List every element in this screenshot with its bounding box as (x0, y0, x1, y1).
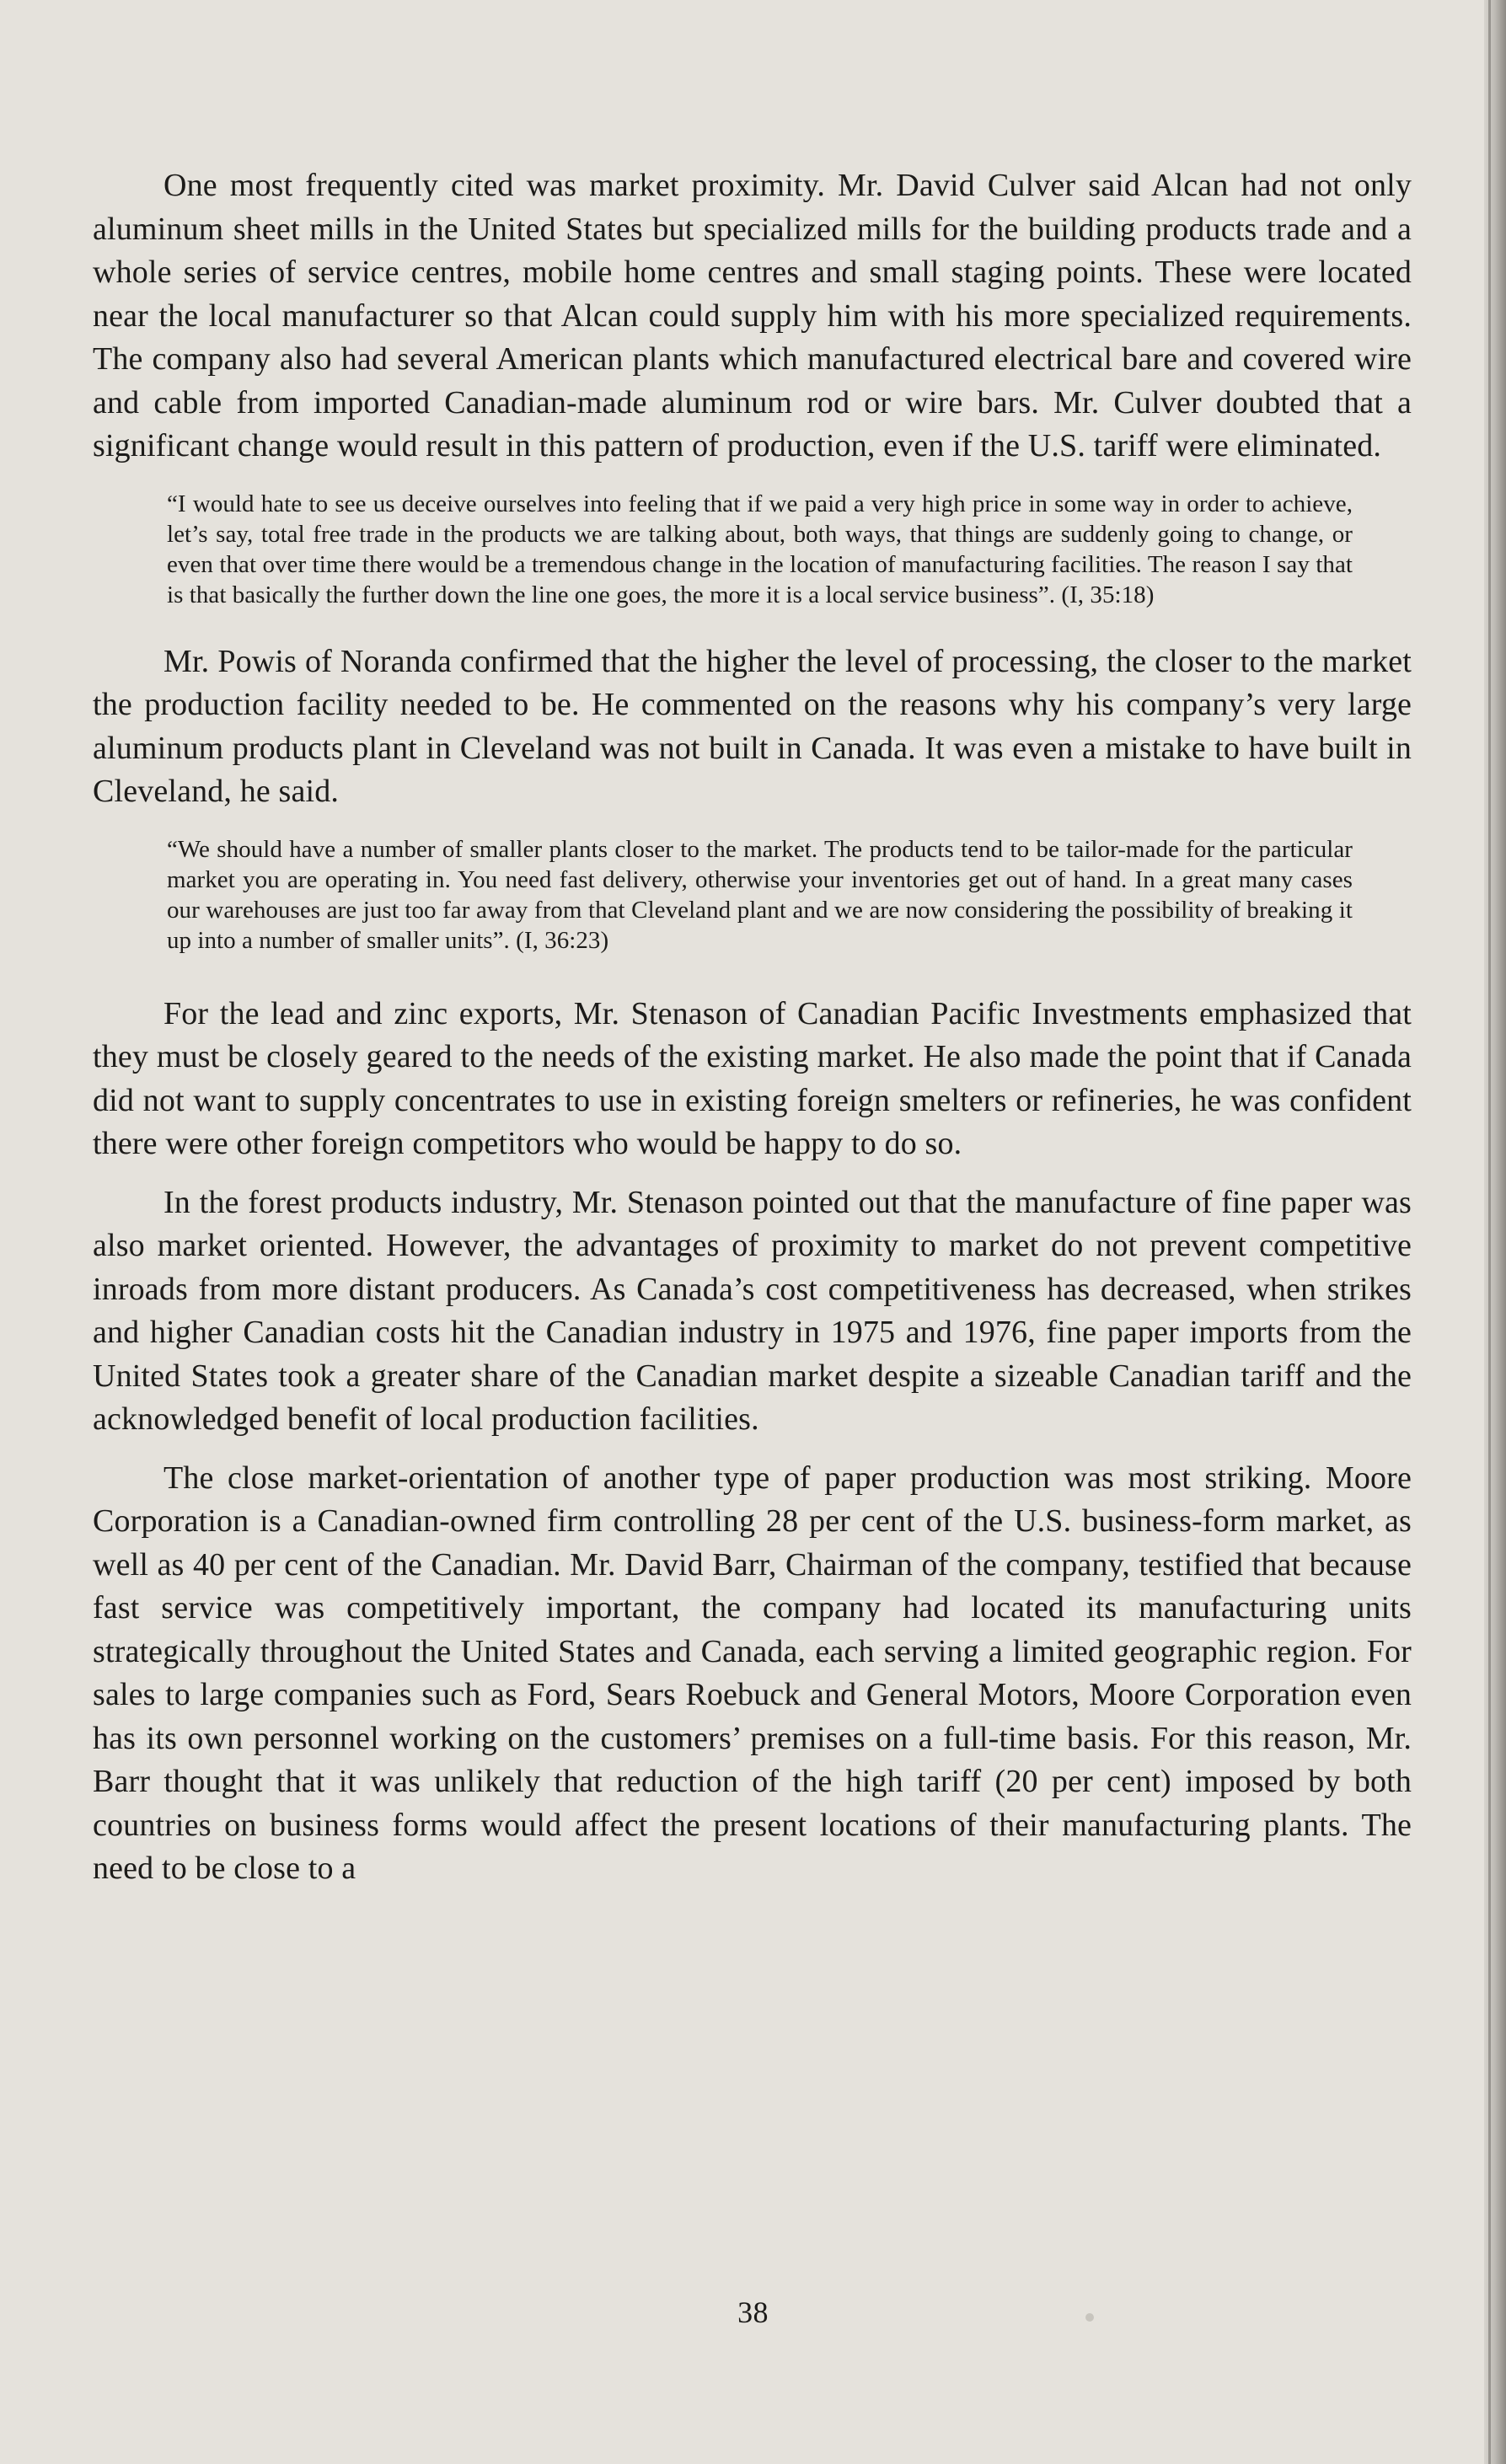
page-edge-line (1488, 0, 1491, 2464)
block-quote-1 (167, 489, 1353, 610)
page-number: 38 (737, 2295, 769, 2329)
body-paragraph-1: One most frequently cited was market proximity. Mr. David Culver said Alcan had not only aluminum sheet mills in the United States but specialized mills for the building products trade and a whole series of service centres, mobile home centres and small staging points. These were located near the local manufacturer so that Alcan could supply him with his more specialized requirements. The company also had several American plants which manufactured electrical bare and covered wire and cable from imported Canadian-made aluminum rod or wire bars. Mr. Culver doubted that a significant change would result in this pattern of production, even if the U.S. tariff were eliminated. (93, 168, 1412, 463)
body-paragraph-3: For the lead and zinc exports, Mr. Stenason of Canadian Pacific Investments emphasized that they must be closely geared to the needs of the existing market. He also made the point that if Canada did not want to supply concentrates to use in existing foreign smelters or refineries, he was confident there were other foreign competitors who would be happy to do so. (93, 995, 1412, 1161)
body-paragraph-4: In the forest products industry, Mr. Stenason pointed out that the manufacture of fine paper was also market oriented. However, the advantages of proximity to market do not prevent competitive inroads from more distant producers. As Canada’s cost competitiveness has decreased, when strikes and higher Canadian costs hit the Canadian industry in 1975 and 1976, fine paper imports from the United States took a greater share of the Canadian market despite a sizeable Canadian tariff and the acknowledged benefit of local production facilities. (93, 1184, 1412, 1437)
body-paragraph-2: Mr. Powis of Noranda confirmed that the higher the level of processing, the closer to the market the production facility needed to be. He commented on the reasons why his company’s very large aluminum products plant in Cleveland was not built in Canada. It was even a mistake to have built in Cleveland, he said. (93, 643, 1412, 809)
block-quote-2 (167, 834, 1353, 956)
body-paragraph-5: The close market-orientation of another type of paper production was most striking. Moore Corporation is a Canadian-owned firm controlling 28 per cent of the U.S. business-form market, as well as 40 per cent of the Canadian. Mr. David Barr, Chairman of the company, testified that because fast service was competitively important, the company had located its manufacturing units strategically throughout the United States and Canada, each serving a limited geographic region. For sales to large companies such as Ford, Sears Roebuck and General Motors, Moore Corporation even has its own personnel working on the customers’ premises on a full-time basis. For this reason, Mr. Barr thought that it was unlikely that reduction of the high tariff (20 per cent) imposed by both countries on business forms would affect the present locations of their manufacturing plants. The need to be close to a (93, 1460, 1412, 1886)
page-edge-shadow (1484, 0, 1506, 2464)
page-body (93, 164, 1412, 1891)
quote-text-2: “We should have a number of smaller plants closer to the market. The products tend to be tailor-made for the particular market you are operating in. You need fast delivery, otherwise your inventories get out of hand. In a great many cases our warehouses are just too far away from that Cleveland plant and we are now considering the possibility of breaking it up into a number of smaller units”. (I, 36:23) (167, 835, 1353, 954)
quote-text-1: “I would hate to see us deceive ourselves into feeling that if we paid a very high price in some way in order to achieve, let’s say, total free trade in the products we are talking about, both ways, that things are suddenly going to change, or even that over time there would be a tremendous change in the location of manufacturing facilities. The reason I say that is that basically the further down the line one goes, the more it is a local service business”. (I, 35:18) (167, 490, 1353, 608)
